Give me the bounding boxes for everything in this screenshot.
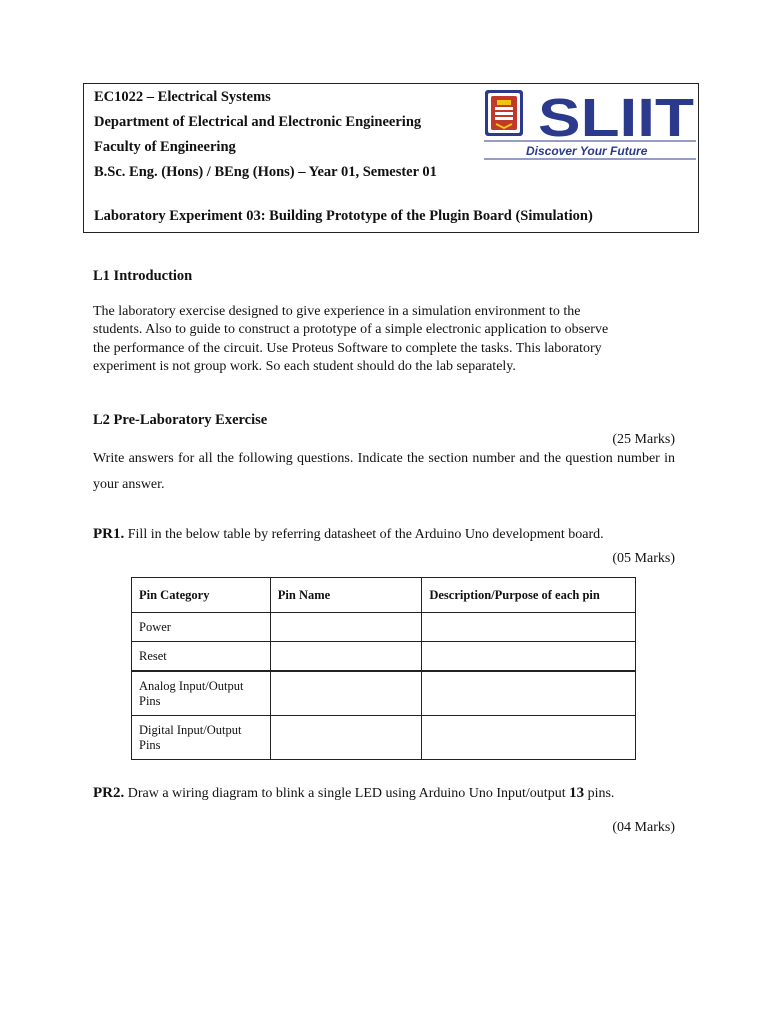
table-row: [132, 613, 636, 642]
table-cell: Power: [132, 613, 271, 642]
l1-line: The laboratory exercise designed to give experience in a simulation environment to the: [93, 304, 581, 319]
table-cell[interactable]: [422, 671, 636, 716]
logo-wordmark: SLIIT: [538, 88, 695, 148]
pr2-label: PR2.: [93, 785, 125, 801]
pr1-marks: (05 Marks): [612, 551, 675, 566]
pr1-label: PR1.: [93, 526, 125, 542]
pr2-pin-number: 13: [569, 785, 585, 801]
table-cell[interactable]: [270, 671, 422, 716]
table-row: [132, 716, 636, 760]
l1-line: students. Also to guide to construct a prototype of a simple electronic application to observe: [93, 322, 609, 338]
university-crest-icon: [485, 90, 523, 136]
program-name: B.Sc. Eng. (Hons) / BEng (Hons) – Year 01, Semester 01: [94, 164, 437, 180]
l2-heading: L2 Pre-Laboratory Exercise: [93, 412, 268, 428]
pr2-question: [93, 785, 614, 802]
table-cell: Analog Input/Output Pins: [132, 671, 271, 716]
l2-marks: (25 Marks): [612, 432, 675, 447]
table-cell[interactable]: [422, 613, 636, 642]
table-cell[interactable]: [422, 716, 636, 760]
table-cell[interactable]: [422, 642, 636, 672]
logo-tagline: Discover Your Future: [526, 144, 648, 158]
table-cell[interactable]: [270, 716, 422, 760]
l2-instructions: Write answers for all the following questions. Indicate the section number and the question number in your answer.: [93, 451, 675, 492]
column-header: Pin Name: [270, 578, 422, 613]
l1-paragraph: [93, 303, 675, 376]
l1-line: the performance of the circuit. Use Proteus Software to complete the tasks. This laboratory: [93, 340, 602, 356]
column-header: Description/Purpose of each pin: [422, 578, 636, 613]
pr1-text: Fill in the below table by referring datasheet of the Arduino Uno development board.: [127, 527, 604, 542]
table-header-row: [132, 578, 636, 613]
l1-line: experiment is not group work. So each student should do the lab separately.: [93, 358, 516, 374]
table-row: [132, 671, 636, 716]
pr2-text-after: pins.: [584, 786, 615, 801]
pr2-text-before: Draw a wiring diagram to blink a single LED using Arduino Uno Input/output: [127, 786, 570, 801]
pr2-marks: (04 Marks): [612, 820, 675, 835]
column-header: Pin Category: [132, 578, 271, 613]
faculty-name: Faculty of Engineering: [94, 139, 236, 155]
table-cell[interactable]: [270, 642, 422, 672]
experiment-title: Laboratory Experiment 03: Building Prototype of the Plugin Board (Simulation): [94, 208, 593, 224]
l1-heading: L1 Introduction: [93, 268, 193, 284]
table-cell[interactable]: [270, 613, 422, 642]
table-row: [132, 642, 636, 672]
table-cell: Digital Input/Output Pins: [132, 716, 271, 760]
table-cell: Reset: [132, 642, 271, 672]
pin-table: [131, 577, 636, 760]
course-title: EC1022 – Electrical Systems: [94, 89, 271, 105]
pr1-question: [93, 526, 604, 543]
sliit-logo: [484, 88, 696, 160]
header-box: [83, 83, 699, 233]
department-name: Department of Electrical and Electronic Engineering: [94, 114, 422, 130]
